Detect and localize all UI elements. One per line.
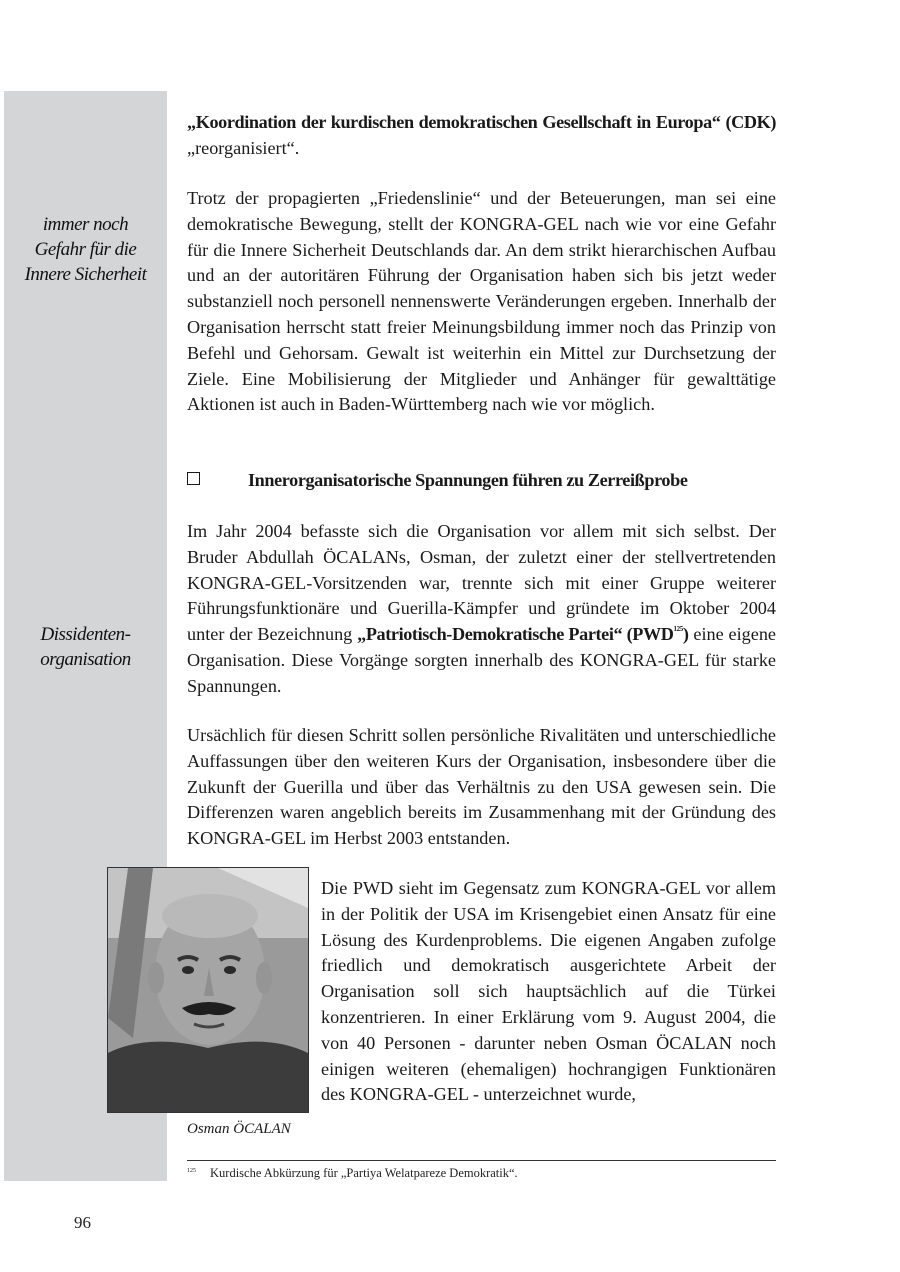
cdk-title-bold: „Koordination der kurdischen demokratischen Gesellschaft in Europa“ (CDK) (187, 112, 776, 132)
checkbox-bullet-icon (187, 472, 200, 485)
portrait-image (108, 868, 308, 1112)
section-heading-text: Innerorganisatorische Spannungen führen zu Zerreißprobe (248, 470, 688, 490)
margin-note-security (4, 212, 167, 287)
page-number: 96 (74, 1213, 91, 1232)
pwd-party-name (357, 624, 688, 644)
margin-note-dissidents (4, 622, 167, 672)
cdk-title-rest: „reorganisiert“. (187, 137, 300, 158)
footnote (187, 1166, 518, 1181)
paragraph-pwd-before: Im Jahr 2004 befasste sich die Organisation vor allem mit sich selbst. Der Bruder Abdullah ÖCALANs, Osman, der zuletzt einer der stellvertretenden KONGRA-GEL-Vorsitzenden war, trennte sich mit einer Gruppe weiterer Führungsfunktionäre und Guerilla-Kämpfer und gründete im Oktober 2004 unter der Bezeichnung (187, 521, 776, 645)
margin-note-line: immer noch (42, 214, 129, 235)
paragraph-pwd-policy: Die PWD sieht im Gegensatz zum KONGRA-GEL vor allem in der Politik der USA im Krisengebiet einen Ansatz für eine Lösung des Kurdenproblems. Die eigenen Angaben zufolge friedlich und demokratisch ausgerichtete Arbeit der Organisation soll sich hauptsächlich auf die Türkei konzentrieren. In einer Erklärung vom 9. August 2004, die von 40 Personen - darunter neben Osman ÖCALAN noch einigen weiteren (ehemaligen) hochrangigen Funktionären des KONGRA-GEL - unterzeichnet wurde, (321, 878, 776, 1105)
margin-note-line: Gefahr für die (34, 239, 137, 260)
footnote-text: Kurdische Abkürzung für „Partiya Welatpareze Demokratik“. (210, 1166, 518, 1180)
portrait-photo (107, 867, 309, 1113)
footnote-ref[interactable]: 125 (673, 625, 683, 634)
margin-note-line: Dissidenten- (40, 624, 131, 645)
photo-caption: Osman ÖCALAN (187, 1121, 291, 1137)
pwd-party-label: „Patriotisch-Demokratische Partei“ (PWD (357, 624, 674, 645)
footnote-divider (187, 1160, 776, 1161)
paragraph-security: Trotz der propagierten „Friedenslinie“ und der Beteuerungen, man sei eine demokratische Bewegung, stellt der KONGRA-GEL nach wie vor eine Gefahr für die Innere Sicherheit Deutschlands dar. An dem strikt hierarchischen Aufbau und an der autoritären Führung der Organisation haben sich bis jetzt weder substanziell noch personell nennenswerte Veränderungen ergeben. Innerhalb der Organisation herrscht statt freier Meinungsbildung immer noch das Prinzip von Befehl und Gehorsam. Gewalt ist weiterhin ein Mittel zur Durchsetzung der Ziele. Eine Mobilisierung der Mitglieder und Anhänger für gewalttätige Aktionen ist auch in Baden-Württemberg nach wie vor möglich. (187, 188, 776, 415)
footnote-number: 125 (187, 1168, 196, 1174)
pwd-party-close: ) (682, 624, 689, 645)
paragraph-pwd-after: eine eigene Organisation. Diese Vorgänge sorgten innerhalb des KONGRA-GEL für starke Spannungen. (187, 624, 777, 696)
cdk-title (187, 110, 776, 162)
paragraph-rivalries: Ursächlich für diesen Schritt sollen persönliche Rivalitäten und unterschiedliche Auffassungen über den weiteren Kurs der Organisation, insbesondere über die Zukunft der Guerilla und über das Verhältnis zu den USA gewesen sein. Die Differenzen waren angeblich bereits im Zusammenhang mit der Gründung des KONGRA-GEL im Herbst 2003 entstanden. (187, 725, 776, 849)
margin-note-line: organisation (40, 649, 131, 670)
paragraph-pwd-founding (187, 519, 776, 700)
margin-note-line: Innere Sicherheit (24, 264, 147, 285)
